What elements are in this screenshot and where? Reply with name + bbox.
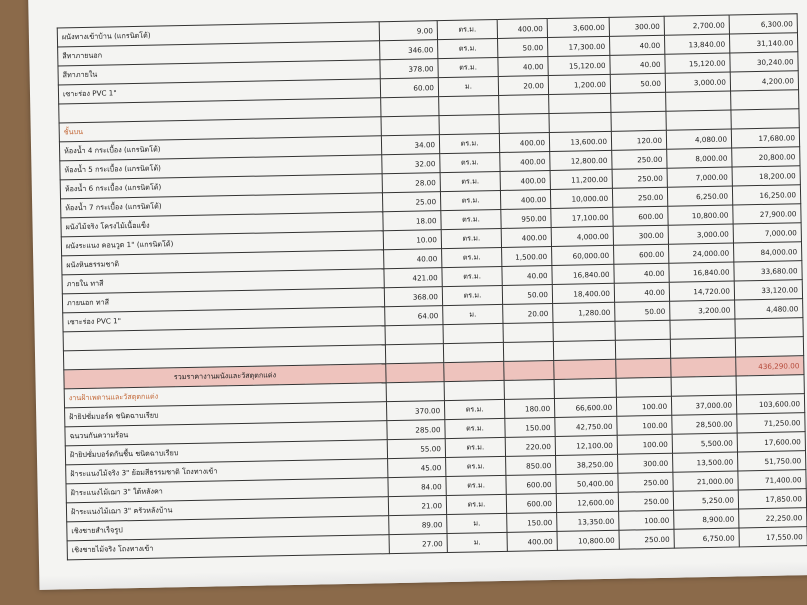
unit-cell [439, 114, 499, 134]
unit-cell: ตร.ม. [440, 152, 500, 172]
qty-cell: 21.00 [388, 496, 446, 516]
labor-unit-price-cell: 50.00 [615, 301, 670, 321]
total-cell: 16,250.00 [732, 185, 800, 205]
desc-cell: ห้องน้ำ 4 กระเบื้อง (แกรนิตโต้) [59, 136, 381, 161]
total-cell [736, 375, 804, 395]
qty-cell: 64.00 [385, 306, 443, 326]
qty-cell: 34.00 [381, 135, 439, 155]
material-amount-cell: 12,100.00 [555, 435, 617, 455]
total-cell: 71,400.00 [738, 470, 806, 490]
labor-unit-price-cell: 250.00 [618, 491, 673, 511]
total-cell: 22,250.00 [739, 508, 807, 528]
material-amount-cell: 1,280.00 [553, 302, 615, 322]
labor-unit-price-cell: 100.00 [616, 396, 671, 416]
material-unit-price-cell: 400.00 [501, 228, 551, 248]
labor-amount-cell: 2,700.00 [664, 15, 729, 35]
desc-cell: เซาะร่อง PVC 1" [58, 79, 380, 104]
qty-cell: 25.00 [382, 192, 440, 212]
material-amount-cell: 11,200.00 [550, 169, 612, 189]
material-unit-price-cell: 600.00 [506, 493, 556, 513]
labor-amount-cell: 8,000.00 [667, 148, 732, 168]
total-cell: 51,750.00 [737, 451, 805, 471]
desc-cell: สีทาภายนอก [58, 41, 380, 66]
material-unit-price-cell: 400.00 [500, 152, 550, 172]
labor-unit-price-cell: 250.00 [612, 168, 667, 188]
material-amount-cell: 42,750.00 [555, 416, 617, 436]
desc-cell: ฝ้ายิปซั่มบอร์ดกันชื้น ชนิดฉาบเรียบ [65, 440, 387, 465]
material-amount-cell [554, 378, 616, 398]
qty-cell: 27.00 [389, 534, 447, 554]
unit-cell: ม. [447, 513, 507, 533]
desc-cell: รวมราคางานผนังและวัสดุตกแต่ง [64, 364, 386, 389]
qty-cell: 285.00 [387, 420, 445, 440]
qty-cell: 9.00 [379, 21, 437, 41]
total-cell: 20,800.00 [732, 147, 800, 167]
qty-cell: 10.00 [383, 230, 441, 250]
labor-unit-price-cell: 300.00 [613, 225, 668, 245]
material-amount-cell [549, 93, 611, 113]
material-unit-price-cell: 50.00 [502, 284, 552, 304]
unit-cell: ม. [443, 304, 503, 324]
material-unit-price-cell: 850.00 [506, 455, 556, 475]
desc-cell: สีทาภายใน [58, 60, 380, 85]
total-cell: 27,900.00 [733, 204, 801, 224]
material-amount-cell: 16,840.00 [552, 264, 614, 284]
unit-cell: ม. [438, 76, 498, 96]
labor-amount-cell: 37,000.00 [671, 395, 736, 415]
labor-amount-cell: 3,200.00 [670, 300, 735, 320]
qty-cell: 346.00 [380, 40, 438, 60]
labor-amount-cell: 13,500.00 [673, 452, 738, 472]
material-unit-price-cell: 400.00 [499, 133, 549, 153]
labor-unit-price-cell [615, 320, 670, 340]
material-unit-price-cell: 400.00 [507, 531, 557, 551]
total-cell: 71,250.00 [737, 413, 805, 433]
labor-amount-cell: 8,900.00 [674, 509, 739, 529]
labor-unit-price-cell: 40.00 [610, 54, 665, 74]
material-unit-price-cell [503, 341, 553, 361]
labor-unit-price-cell [616, 358, 671, 378]
unit-cell: ตร.ม. [442, 247, 502, 267]
material-amount-cell: 10,800.00 [557, 530, 619, 550]
material-unit-price-cell: 40.00 [502, 265, 552, 285]
labor-amount-cell: 21,000.00 [673, 471, 738, 491]
material-amount-cell: 18,400.00 [552, 283, 614, 303]
material-amount-cell: 50,400.00 [556, 473, 618, 493]
unit-cell [444, 361, 504, 381]
labor-unit-price-cell: 300.00 [609, 16, 664, 36]
labor-unit-price-cell: 100.00 [619, 510, 674, 530]
labor-amount-cell: 5,500.00 [672, 433, 737, 453]
labor-unit-price-cell [616, 377, 671, 397]
labor-unit-price-cell: 250.00 [618, 472, 673, 492]
qty-cell: 60.00 [380, 78, 438, 98]
total-cell: 17,600.00 [737, 432, 805, 452]
material-amount-cell: 13,350.00 [557, 511, 619, 531]
total-cell [731, 90, 799, 110]
material-amount-cell [553, 321, 615, 341]
labor-amount-cell: 10,800.00 [668, 205, 733, 225]
total-cell: 17,550.00 [739, 527, 807, 547]
desc-cell: ฝ้าระแนงไม้เฌา 3" ใต้หลังคา [66, 478, 388, 503]
labor-amount-cell: 5,250.00 [673, 490, 738, 510]
material-unit-price-cell: 400.00 [500, 171, 550, 191]
labor-unit-price-cell [615, 339, 670, 359]
total-cell: 4,480.00 [735, 299, 803, 319]
unit-cell: ตร.ม. [438, 38, 498, 58]
total-cell: 4,200.00 [730, 71, 798, 91]
unit-cell: ตร.ม. [440, 171, 500, 191]
material-amount-cell: 12,600.00 [556, 492, 618, 512]
material-amount-cell [549, 112, 611, 132]
labor-unit-price-cell [611, 92, 666, 112]
qty-cell [386, 363, 444, 383]
labor-amount-cell [666, 91, 731, 111]
desc-cell: ชั้นบน [59, 117, 381, 142]
labor-amount-cell: 7,000.00 [667, 167, 732, 187]
qty-cell: 45.00 [388, 458, 446, 478]
material-unit-price-cell: 180.00 [504, 398, 554, 418]
total-cell: 436,290.00 [736, 356, 804, 376]
material-unit-price-cell: 1,500.00 [502, 246, 552, 266]
qty-cell [386, 382, 444, 402]
material-unit-price-cell [504, 360, 554, 380]
unit-cell: ตร.ม. [446, 475, 506, 495]
qty-cell: 55.00 [387, 439, 445, 459]
material-unit-price-cell [499, 114, 549, 134]
qty-cell [385, 344, 443, 364]
labor-unit-price-cell: 100.00 [617, 434, 672, 454]
labor-unit-price-cell: 50.00 [610, 73, 665, 93]
labor-unit-price-cell: 600.00 [614, 244, 669, 264]
labor-amount-cell: 3,000.00 [668, 224, 733, 244]
material-unit-price-cell: 150.00 [507, 512, 557, 532]
material-amount-cell: 4,000.00 [551, 226, 613, 246]
unit-cell: ตร.ม. [442, 285, 502, 305]
material-unit-price-cell [503, 322, 553, 342]
unit-cell: ตร.ม. [445, 418, 505, 438]
total-cell: 31,140.00 [729, 33, 797, 53]
qty-cell [381, 97, 439, 117]
total-cell [735, 337, 803, 357]
total-cell [735, 318, 803, 338]
desc-cell: ภายนอก ทาสี [62, 288, 384, 313]
desc-cell: ฝ้าระแนงไม้เฌา 3" ครัวหลังบ้าน [66, 497, 388, 522]
labor-unit-price-cell: 250.00 [612, 149, 667, 169]
material-unit-price-cell: 50.00 [498, 38, 548, 58]
qty-cell: 370.00 [386, 401, 444, 421]
material-amount-cell: 17,300.00 [548, 36, 610, 56]
desc-cell: ห้องน้ำ 7 กระเบื้อง (แกรนิตโต้) [61, 193, 383, 218]
unit-cell: ตร.ม. [442, 266, 502, 286]
labor-unit-price-cell: 40.00 [614, 263, 669, 283]
labor-amount-cell: 6,750.00 [674, 528, 739, 548]
unit-cell: ตร.ม. [441, 228, 501, 248]
labor-unit-price-cell: 40.00 [609, 35, 664, 55]
unit-cell: ตร.ม. [446, 494, 506, 514]
material-unit-price-cell: 600.00 [506, 474, 556, 494]
qty-cell: 89.00 [389, 515, 447, 535]
unit-cell: ตร.ม. [440, 190, 500, 210]
material-amount-cell: 15,120.00 [548, 55, 610, 75]
qty-cell [381, 116, 439, 136]
desc-cell: ผนังไม้จริง โครงไม้เนื้อแข็ง [61, 212, 383, 237]
labor-amount-cell [670, 319, 735, 339]
total-cell: 6,300.00 [729, 14, 797, 34]
labor-amount-cell [671, 357, 736, 377]
total-cell [731, 109, 799, 129]
material-unit-price-cell: 220.00 [505, 436, 555, 456]
labor-unit-price-cell: 300.00 [618, 453, 673, 473]
total-cell: 33,120.00 [734, 280, 802, 300]
labor-amount-cell [670, 338, 735, 358]
desc-cell: ฝ้ายิปซั่มบอร์ด ชนิดฉาบเรียบ [65, 402, 387, 427]
material-amount-cell [554, 359, 616, 379]
labor-amount-cell: 13,840.00 [664, 34, 729, 54]
material-amount-cell: 3,600.00 [547, 17, 609, 37]
material-amount-cell: 1,200.00 [548, 74, 610, 94]
unit-cell: ตร.ม. [437, 19, 497, 39]
material-amount-cell: 17,100.00 [551, 207, 613, 227]
unit-cell: ตร.ม. [444, 399, 504, 419]
desc-cell: งานฝ้าเพดานและวัสดุตกแต่ง [64, 383, 386, 408]
total-cell: 33,680.00 [734, 261, 802, 281]
desc-cell: เซาะร่อง PVC 1" [63, 307, 385, 332]
qty-cell: 368.00 [384, 287, 442, 307]
desc-cell: ฉนวนกันความร้อน [65, 421, 387, 446]
unit-cell [444, 380, 504, 400]
qty-cell: 421.00 [384, 268, 442, 288]
desc-cell: ห้องน้ำ 5 กระเบื้อง (แกรนิตโต้) [60, 155, 382, 180]
material-unit-price-cell [499, 95, 549, 115]
labor-amount-cell [666, 110, 731, 130]
total-cell: 18,200.00 [732, 166, 800, 186]
material-amount-cell: 10,000.00 [550, 188, 612, 208]
material-unit-price-cell: 20.00 [498, 76, 548, 96]
unit-cell [443, 342, 503, 362]
total-cell: 7,000.00 [733, 223, 801, 243]
material-amount-cell: 13,600.00 [549, 131, 611, 151]
material-unit-price-cell [504, 379, 554, 399]
qty-cell: 378.00 [380, 59, 438, 79]
desc-cell: เชิงชายสำเร็จรูป [67, 516, 389, 541]
labor-amount-cell: 28,500.00 [672, 414, 737, 434]
total-cell: 103,600.00 [736, 394, 804, 414]
desc-cell: ผนังระแนง คอนวูด 1" (แกรนิตโต้) [61, 231, 383, 256]
material-unit-price-cell: 40.00 [498, 57, 548, 77]
labor-amount-cell: 3,000.00 [665, 72, 730, 92]
cost-estimate-table [57, 13, 807, 560]
qty-cell: 84.00 [388, 477, 446, 497]
total-cell: 30,240.00 [730, 52, 798, 72]
labor-unit-price-cell: 250.00 [619, 529, 674, 549]
desc-cell: ห้องน้ำ 6 กระเบื้อง (แกรนิตโต้) [60, 174, 382, 199]
material-unit-price-cell: 400.00 [500, 190, 550, 210]
labor-amount-cell [671, 376, 736, 396]
labor-unit-price-cell [611, 111, 666, 131]
labor-unit-price-cell: 100.00 [617, 415, 672, 435]
total-cell: 84,000.00 [733, 242, 801, 262]
unit-cell [443, 323, 503, 343]
material-unit-price-cell: 950.00 [501, 209, 551, 229]
material-unit-price-cell: 20.00 [503, 303, 553, 323]
labor-amount-cell: 15,120.00 [665, 53, 730, 73]
labor-unit-price-cell: 250.00 [612, 187, 667, 207]
qty-cell [385, 325, 443, 345]
desc-cell: ผนังทางเข้าบ้าน (แกรนิตโต้) [57, 22, 379, 47]
labor-amount-cell: 6,250.00 [667, 186, 732, 206]
total-cell: 17,680.00 [731, 128, 799, 148]
page-edge-shadow [39, 560, 807, 589]
material-unit-price-cell: 150.00 [505, 417, 555, 437]
labor-unit-price-cell: 40.00 [614, 282, 669, 302]
material-amount-cell: 38,250.00 [556, 454, 618, 474]
qty-cell: 18.00 [383, 211, 441, 231]
table-body [57, 14, 807, 560]
material-amount-cell: 60,000.00 [552, 245, 614, 265]
unit-cell: ตร.ม. [445, 437, 505, 457]
unit-cell: ตร.ม. [439, 133, 499, 153]
total-cell: 17,850.00 [738, 489, 806, 509]
material-amount-cell: 12,800.00 [550, 150, 612, 170]
labor-amount-cell: 16,840.00 [669, 262, 734, 282]
desc-cell: เชิงชายไม้จริง โถงทางเข้า [67, 535, 389, 560]
material-amount-cell: 66,600.00 [554, 397, 616, 417]
material-amount-cell [553, 340, 615, 360]
unit-cell: ตร.ม. [446, 456, 506, 476]
unit-cell: ตร.ม. [441, 209, 501, 229]
labor-amount-cell: 14,720.00 [669, 281, 734, 301]
qty-cell: 32.00 [382, 154, 440, 174]
unit-cell: ตร.ม. [438, 57, 498, 77]
labor-amount-cell: 24,000.00 [668, 243, 733, 263]
document-page [28, 0, 807, 590]
desc-cell: ผนังหินธรรมชาติ [62, 250, 384, 275]
desc-cell: ภายใน ทาสี [62, 269, 384, 294]
qty-cell: 28.00 [382, 173, 440, 193]
desc-cell: ฝ้าระแนงไม้จริง 3" ย้อมสีธรรมชาติ โถงทางเข้า [66, 459, 388, 484]
labor-amount-cell: 4,080.00 [666, 129, 731, 149]
unit-cell [439, 95, 499, 115]
labor-unit-price-cell: 120.00 [611, 130, 666, 150]
qty-cell: 40.00 [384, 249, 442, 269]
material-unit-price-cell: 400.00 [497, 19, 547, 39]
unit-cell: ม. [447, 532, 507, 552]
labor-unit-price-cell: 600.00 [613, 206, 668, 226]
